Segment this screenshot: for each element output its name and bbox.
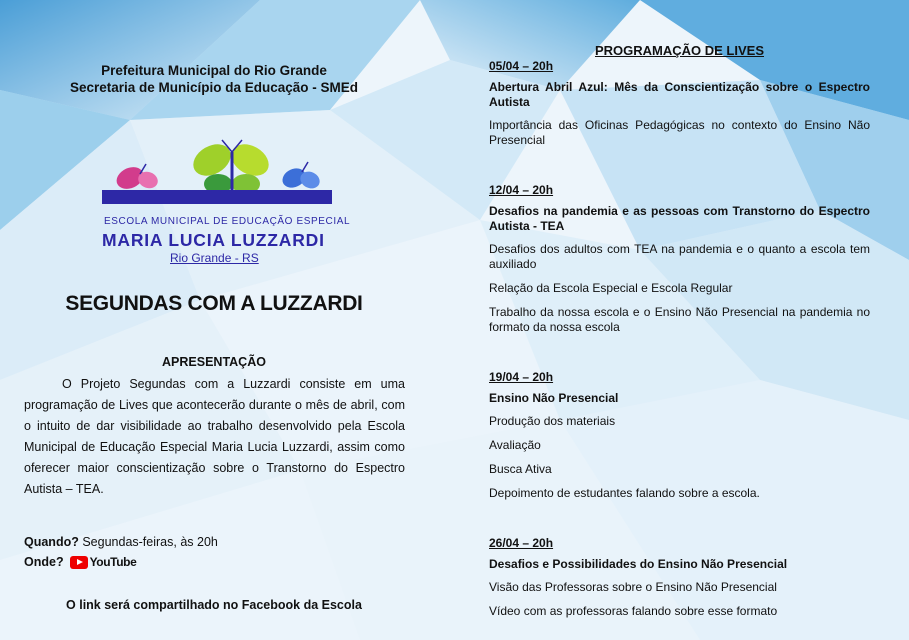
live-block-1	[489, 59, 870, 157]
school-name: MARIA LUCIA LUZZARDI	[102, 230, 325, 250]
live-date: 19/04 – 20h	[489, 370, 554, 384]
when-label: Quando?	[24, 535, 79, 549]
live-item: Avaliação	[489, 438, 541, 452]
school-city: Rio Grande - RS	[170, 251, 259, 265]
page-title: SEGUNDAS COM A LUZZARDI	[65, 292, 363, 315]
when-value: Segundas-feiras, às 20h	[82, 535, 218, 549]
live-item: Visão das Professoras sobre o Ensino Não Presencial	[489, 580, 777, 594]
where-line	[24, 555, 136, 569]
live-topic: Abertura Abril Azul: Mês da Conscientização sobre o Espectro Autista	[489, 80, 870, 109]
live-item: Relação da Escola Especial e Escola Regular	[489, 281, 733, 295]
logo-bar	[102, 190, 332, 204]
youtube-logo	[70, 555, 137, 569]
live-block-2	[489, 183, 870, 344]
apresentacao-body: O Projeto Segundas com a Luzzardi consiste em uma programação de Lives que acontecerão durante o mês de abril, com o intuito de dar visibilidade ao trabalho desenvolvido pela Escola Municipal de Educação Especial Maria Lucia Luzzardi, assim como oferecer maior conscientização sobre o Transtorno do Espectro Autista – TEA.	[24, 377, 405, 496]
live-date: 05/04 – 20h	[489, 59, 554, 73]
programacao-title: PROGRAMAÇÃO DE LIVES	[594, 43, 764, 58]
live-item: Busca Ativa	[489, 462, 552, 476]
live-block-4	[489, 536, 870, 628]
live-date: 26/04 – 20h	[489, 536, 554, 550]
live-item: Depoimento de estudantes falando sobre a escola.	[489, 486, 760, 500]
live-block-3	[489, 370, 870, 510]
apresentacao-heading: APRESENTAÇÃO	[162, 355, 266, 369]
header-line-1: Prefeitura Municipal do Rio Grande	[101, 63, 327, 78]
school-type: ESCOLA MUNICIPAL DE EDUCAÇÃO ESPECIAL	[104, 216, 351, 227]
live-item: Trabalho da nossa escola e o Ensino Não Presencial na pandemia no formato da nossa escola	[489, 305, 870, 334]
live-topic: Ensino Não Presencial	[489, 391, 619, 405]
when-line	[24, 535, 218, 549]
school-logo	[100, 138, 351, 268]
live-date: 12/04 – 20h	[489, 183, 554, 197]
live-item: Produção dos materiais	[489, 414, 616, 428]
live-topic: Desafios e Possibilidades do Ensino Não Presencial	[489, 557, 788, 571]
header-line-2: Secretaria de Município da Educação - SMEd	[69, 80, 359, 95]
live-topic: Desafios na pandemia e as pessoas com Transtorno do Espectro Autista - TEA	[489, 204, 870, 233]
youtube-text: YouTube	[89, 555, 137, 569]
link-note: O link será compartilhado no Facebook da Escola	[66, 598, 362, 612]
where-label: Onde?	[24, 555, 64, 569]
youtube-play-icon	[70, 556, 88, 569]
header	[24, 62, 404, 96]
live-item: Vídeo com as professoras falando sobre esse formato	[489, 604, 778, 618]
live-item: Desafios dos adultos com TEA na pandemia e o quanto a escola tem auxiliado	[489, 242, 870, 271]
live-item: Importância das Oficinas Pedagógicas no contexto do Ensino Não Presencial	[489, 118, 870, 147]
